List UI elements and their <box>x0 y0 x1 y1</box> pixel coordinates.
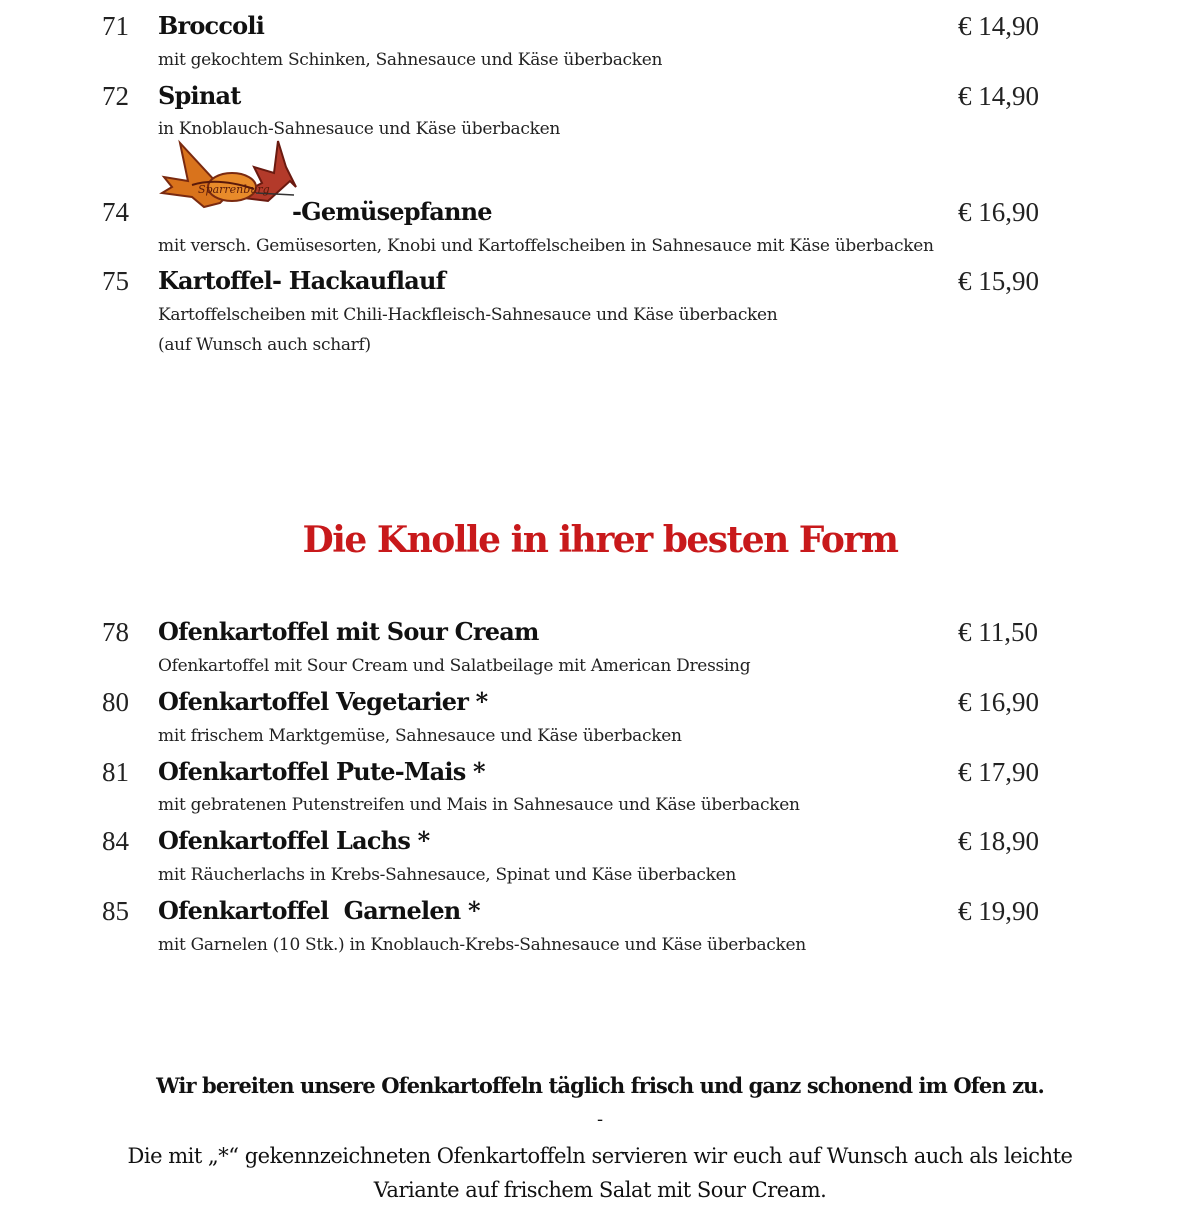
footer-note-line1: Die mit „*“ gekennzeichneten Ofenkartoffeln servieren wir euch auf Wunsch auch als leichte <box>127 1144 1073 1168</box>
item-number: 74 <box>102 197 129 227</box>
item-title: Kartoffel- Hackauflauf <box>158 266 446 295</box>
item-price: € 14,90 <box>958 11 1039 41</box>
item-description: mit Räucherlachs in Krebs-Sahnesauce, Spinat und Käse überbacken <box>158 865 737 885</box>
item-description: mit versch. Gemüsesorten, Knobi und Kartoffelscheiben in Sahnesauce mit Käse überbacken <box>158 236 934 256</box>
item-price: € 14,90 <box>958 81 1039 111</box>
item-title: Broccoli <box>158 11 265 40</box>
item-description: mit gekochtem Schinken, Sahnesauce und Käse überbacken <box>158 50 663 70</box>
item-number: 75 <box>102 266 129 296</box>
item-title: Ofenkartoffel Vegetarier * <box>158 687 488 716</box>
item-price: € 16,90 <box>958 197 1039 227</box>
item-title: Ofenkartoffel Lachs * <box>158 826 430 855</box>
item-price: € 18,90 <box>958 826 1039 856</box>
item-number: 81 <box>102 757 129 787</box>
section-title: Die Knolle in ihrer besten Form <box>302 519 898 561</box>
footer-note-line2: Variante auf frischem Salat mit Sour Cream. <box>373 1178 827 1202</box>
item-description: Kartoffelscheiben mit Chili-Hackfleisch-Sahnesauce und Käse überbacken <box>158 305 778 325</box>
item-number: 78 <box>102 617 129 647</box>
item-title: -Gemüsepfanne <box>292 197 492 226</box>
item-title: Ofenkartoffel Garnelen * <box>158 896 480 925</box>
logo-lettering: Sparrenburg <box>198 183 270 196</box>
item-price: € 11,50 <box>958 617 1038 647</box>
item-description: mit Garnelen (10 Stk.) in Knoblauch-Krebs-Sahnesauce und Käse überbacken <box>158 935 806 955</box>
footer-separator: - <box>596 1109 604 1130</box>
item-price: € 16,90 <box>958 687 1039 717</box>
item-title: Spinat <box>158 81 241 110</box>
item-price: € 17,90 <box>958 757 1039 787</box>
item-number: 84 <box>102 826 129 856</box>
item-description: mit frischem Marktgemüse, Sahnesauce und Käse überbacken <box>158 726 682 746</box>
item-price: € 15,90 <box>958 266 1039 296</box>
item-number: 85 <box>102 896 129 926</box>
item-description-note: (auf Wunsch auch scharf) <box>158 335 371 355</box>
item-number: 71 <box>102 11 129 41</box>
item-price: € 19,90 <box>958 896 1039 926</box>
item-title: Ofenkartoffel Pute-Mais * <box>158 757 485 786</box>
item-number: 80 <box>102 687 129 717</box>
footer-note-bold: Wir bereiten unsere Ofenkartoffeln täglich frisch und ganz schonend im Ofen zu. <box>156 1073 1044 1098</box>
item-title: Ofenkartoffel mit Sour Cream <box>158 617 539 646</box>
item-description: mit gebratenen Putenstreifen und Mais in Sahnesauce und Käse überbacken <box>158 795 800 815</box>
item-description: Ofenkartoffel mit Sour Cream und Salatbeilage mit American Dressing <box>158 656 751 676</box>
item-description: in Knoblauch-Sahnesauce und Käse überbacken <box>158 119 560 139</box>
item-number: 72 <box>102 81 129 111</box>
sparrenburg-logo <box>158 137 298 217</box>
